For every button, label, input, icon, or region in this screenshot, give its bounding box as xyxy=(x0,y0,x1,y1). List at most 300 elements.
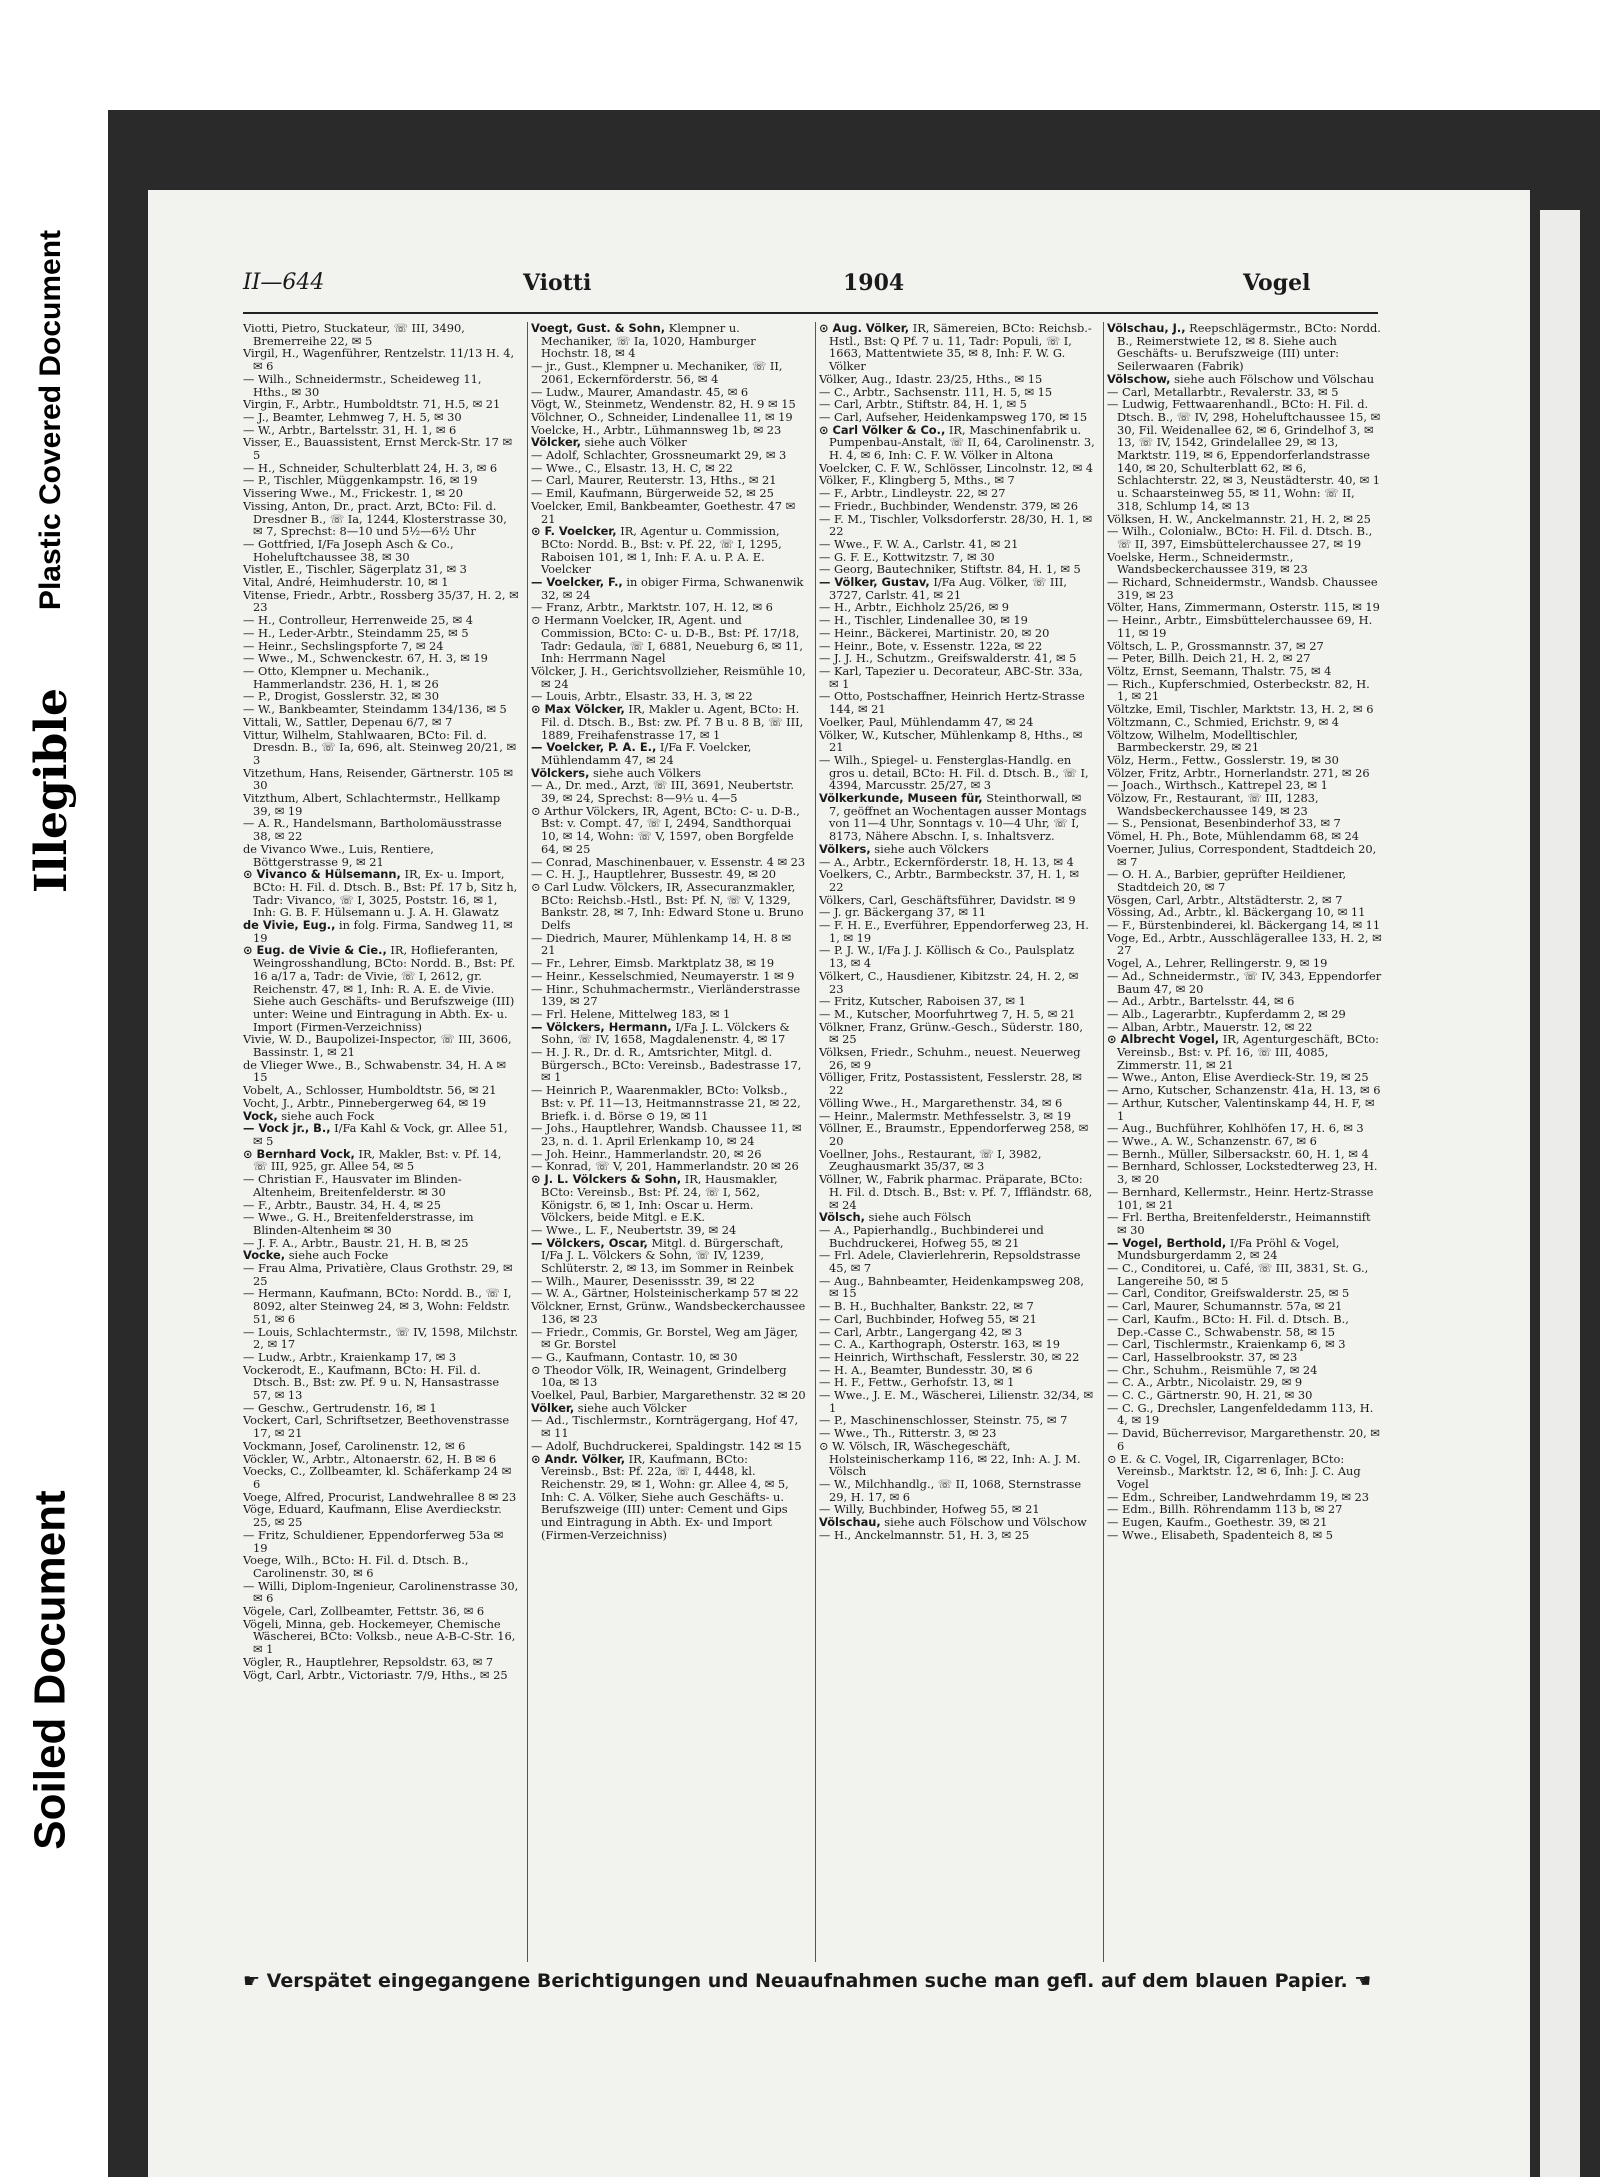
entry-text: — S., Pensionat, Besenbinderhof 33, ✉ 7 xyxy=(1107,816,1341,831)
entry-text: Vockerodt, E., Kaufmann, BCto: H. Fil. d. Dtsch. B., Bst: zw. Pf. 9 u. N, Hansastrasse 57, ✉ 13 xyxy=(243,1362,500,1403)
directory-entry xyxy=(1107,1097,1383,1122)
directory-entry xyxy=(531,1122,807,1147)
entry-text: — Fr., Lehrer, Eimsb. Marktplatz 38, ✉ 19 xyxy=(531,956,775,971)
entry-text: IR, Sämereien, BCto: Reichsb.-Hstl., Bst: Q Pf. 7 u. 11, Tadr: Populi, ☏ I, 1663, Mattentwiete 35, ✉ 8, Inh: F. W. G. Völker xyxy=(829,322,1092,374)
entry-text: — Georg, Bautechniker, Stiftstr. 84, H. 1, ✉ 5 xyxy=(819,562,1081,577)
entry-text: Völker, Aug., Idastr. 23/25, Hths., ✉ 15 xyxy=(819,371,1043,386)
directory-entry xyxy=(1107,1237,1383,1262)
entry-text: Voege, Alfred, Procurist, Landwehrallee 8 ✉ 23 xyxy=(243,1489,517,1504)
directory-entry xyxy=(1107,868,1383,893)
entry-text: Voege, Wilh., BCto: H. Fil. d. Dtsch. B., Carolinenstr. 30, ✉ 6 xyxy=(243,1553,469,1580)
directory-entry xyxy=(819,424,1095,462)
entry-text: Vital, André, Heimhuderstr. 10, ✉ 1 xyxy=(243,575,449,590)
entry-text: — Peter, Billh. Deich 21, H. 2, ✉ 27 xyxy=(1107,651,1311,666)
entry-text: — H., Controlleur, Herrenweide 25, ✉ 4 xyxy=(243,613,473,628)
entry-text: — Bernhard, Schlosser, Lockstedterweg 23, H. 3, ✉ 20 xyxy=(1107,1159,1378,1187)
entry-text: — W. A., Gärtner, Holsteinischerkamp 57 ✉ 22 xyxy=(531,1286,799,1301)
directory-entry xyxy=(1107,322,1383,373)
entry-text: ⊙ Hermann Voelcker, IR, Agent. und Commission, BCto: C- u. D-B., Bst: Pf. 17/18, Tadr: Gedaula, ☏ I, 6881, Neueburg 6, ✉ 11, Inh: Herrmann Nagel xyxy=(531,613,804,666)
entry-text: — Wilh., Colonialw., BCto: H. Fil. d. Dtsch. B., ☏ II, 397, Eimsbüttelerchaussee 27, ✉ 19 xyxy=(1107,524,1373,551)
entry-text: — Ad., Arbtr., Bartelsstr. 44, ✉ 6 xyxy=(1107,994,1295,1009)
entry-text: — Heinr., Sechslingspforte 7, ✉ 24 xyxy=(243,638,444,653)
entry-text: I/Fa Aug. Völker, ☏ III, 3727, Carlstr. 41, ✉ 21 xyxy=(829,575,1068,602)
page-header xyxy=(243,270,1378,310)
directory-entry xyxy=(531,1173,807,1224)
entry-text: — Wwe., J. E. M., Wäscherei, Lilienstr. 32/34, ✉ 1 xyxy=(819,1388,1093,1415)
entry-text: Vittur, Wilhelm, Stahlwaaren, BCto: Fil. d. Dresdn. B., ☏ Ia, 696, alt. Steinweg 20/21, ✉ 3 xyxy=(243,727,517,767)
entry-text: — Hermann, Kaufmann, BCto: Nordd. B., ☏ I, 8092, alter Steinweg 24, ✉ 3, Wohn: Feldstr. 51, ✉ 6 xyxy=(243,1286,512,1326)
entry-text: — Ludw., Arbtr., Kraienkamp 17, ✉ 3 xyxy=(243,1349,457,1364)
directory-entry xyxy=(1107,792,1383,817)
directory-entry xyxy=(531,703,807,741)
entry-text: — C. G., Drechsler, Langenfeldedamm 113, H. 4, ✉ 19 xyxy=(1107,1400,1374,1428)
entry-text: — Edm., Billh. Röhrendamm 113 b, ✉ 27 xyxy=(1107,1502,1343,1517)
directory-entry xyxy=(243,1148,519,1173)
directory-entry xyxy=(243,817,519,842)
entry-text: Völter, Hans, Zimmermann, Osterstr. 115, ✉ 19 xyxy=(1107,600,1380,615)
entry-text: — Wilh., Spiegel- u. Fensterglas-Handlg. en gros u. detail, BCto: H. Fil. d. Dtsch. B., ☏ I, 4394, Marcusstr. 25/27, ✉ 3 xyxy=(819,752,1089,793)
directory-entry xyxy=(1107,1313,1383,1338)
entry-text: — J., Beamter, Lehmweg 7, H. 5, ✉ 30 xyxy=(243,409,462,424)
entry-text: Völtz, Ernst, Seemann, Thalstr. 75, ✉ 4 xyxy=(1107,663,1332,678)
entry-text: — Heinr., Arbtr., Eimsbüttelerchaussee 69, H. 11, ✉ 19 xyxy=(1107,613,1373,640)
entry-text: — Carl, Kaufm., BCto: H. Fil. d. Dtsch. B., Dep.-Casse C., Schwabenstr. 58, ✉ 15 xyxy=(1107,1311,1349,1339)
directory-entry xyxy=(1107,1529,1383,1542)
entry-text: — Rich., Kupferschmied, Osterbeckstr. 82, H. 1, ✉ 21 xyxy=(1107,676,1370,704)
directory-entry xyxy=(531,1364,807,1389)
directory-entry xyxy=(243,436,519,461)
side-label-soiled-text: Soiled Document xyxy=(26,1490,75,1850)
directory-entry xyxy=(531,1453,807,1542)
pointing-hand-icon: ☚ xyxy=(1347,1970,1372,1992)
entry-text: — Carl, Maurer, Reuterstr. 13, Hths., ✉ 21 xyxy=(531,473,777,488)
entry-text: ⊙ W. Völsch, IR, Wäschegeschäft, Holsteinischerkamp 116, ✉ 22, Inh: A. J. M. Völsch xyxy=(819,1438,1081,1479)
entry-text: — Frau Alma, Privatière, Claus Grothstr. 29, ✉ 25 xyxy=(243,1261,513,1288)
entry-text: — Willi, Diplom-Ingenieur, Carolinenstrasse 30, ✉ 6 xyxy=(243,1578,519,1606)
entry-text: I/Fa J. L. Völckers & Sohn, ☏ IV, 1658, Magdalenenstr. 4, ✉ 17 xyxy=(541,1019,790,1047)
directory-entry xyxy=(1107,398,1383,512)
entry-text: Vögt, W., Steinmetz, Wendenstr. 82, H. 9 ✉ 15 xyxy=(531,397,796,412)
side-label-soiled xyxy=(6,1390,96,1950)
entry-text: — Ludwig, Fettwaarenhandl., BCto: H. Fil. d. Dtsch. B., ☏ IV, 298, Hoheluftchaussee 15, ✉ 30, Fil. Weidenallee 62, ✉ 6, Grindelhof 3, ✉ 13, ☏ IV, 1542, Grindelallee 29, ✉ 13, Marktstr. 119, ✉ 6, Eppendorferlandstrasse 140, ✉ 20, Schulterblatt 62, ✉ 6, Schlachterstr. 22, ✉ 3, Neustädterstr. 40, ✉ 1 u. Schaarsteinweg 55, ✉ 11, Wohn: ☏ II, 318, Schlump 14, ✉ 13 xyxy=(1107,397,1381,513)
directory-entry xyxy=(819,1173,1095,1211)
directory-entry xyxy=(819,729,1095,754)
entry-text: Völtzke, Emil, Tischler, Marktstr. 13, H. 2, ✉ 6 xyxy=(1107,702,1374,717)
entry-text: — Wwe., F. W. A., Carlstr. 41, ✉ 21 xyxy=(819,536,1019,551)
entry-text: Voerner, Julius, Correspondent, Stadtdeich 20, ✉ 7 xyxy=(1107,841,1377,869)
entry-text: Vockert, Carl, Schriftsetzer, Beethovenstrasse 17, ✉ 21 xyxy=(243,1413,510,1441)
entry-text: ⊙ Arthur Völckers, IR, Agent, BCto: C- u. D-B., Bst: v. Compt. 47, ☏ I, 2494, Sandthorquai 10, ✉ 14, Wohn: ☏ V, 1597, oben Borgfelde 64, ✉ 25 xyxy=(531,803,800,856)
entry-text: — Heinr., Malermstr. Methfesselstr. 3, ✉ 19 xyxy=(819,1108,1072,1123)
entry-heading: ⊙ Bernhard Vock, xyxy=(243,1146,355,1161)
entry-text: Voelker, Paul, Mühlendamm 47, ✉ 24 xyxy=(819,714,1034,729)
entry-text: — Carl, Arbtr., Stiftstr. 84, H. 1, ✉ 5 xyxy=(819,397,1027,412)
entry-text: — A., Papierhandlg., Buchbinderei und Buchdruckerei, Hofweg 55, ✉ 21 xyxy=(819,1222,1044,1250)
entry-text: — Geschw., Gertrudenstr. 16, ✉ 1 xyxy=(243,1400,437,1415)
entry-text: — Fritz, Schuldiener, Eppendorferweg 53a ✉ 19 xyxy=(243,1527,504,1555)
directory-entry xyxy=(819,1275,1095,1300)
entry-text: — Carl, Conditor, Greifswalderstr. 25, ✉ 5 xyxy=(1107,1286,1350,1301)
directory-entry xyxy=(1107,1402,1383,1427)
entry-text: — Arno, Kutscher, Schanzenstr. 41a, H. 13, ✉ 6 xyxy=(1107,1083,1381,1098)
directory-column-4 xyxy=(1107,322,1383,1962)
directory-entry xyxy=(243,500,519,538)
entry-text: — Friedr., Buchbinder, Wendenstr. 379, ✉ 26 xyxy=(819,498,1078,513)
entry-text: — Alban, Arbtr., Mauerstr. 12, ✉ 22 xyxy=(1107,1019,1313,1034)
footer-text: Verspätet eingegangene Berichtigungen und Neuaufnahmen suche man gefl. auf dem blauen Papier. xyxy=(266,1970,1348,1992)
side-label-illegible-text: Illegible xyxy=(25,687,77,893)
entry-text: — Ad., Tischlermstr., Kornträgergang, Hof 47, ✉ 11 xyxy=(531,1413,799,1441)
entry-text: — Wilh., Maurer, Desenissstr. 39, ✉ 22 xyxy=(531,1273,755,1288)
entry-text: — Frl. Bertha, Breitenfelderstr., Heimannstift ✉ 30 xyxy=(1107,1210,1371,1237)
entry-text: IR, Hoflieferanten, Weingrosshandlung, BCto: Nordd. B., Bst: Pf. 16 a/17 a, Tadr: de Vivie, ☏ I, 2612, gr. Reichenstr. 47, ✉ 1, Inh: R. A. E. de Vivie. Siehe auch Geschäfts- und Berufszweige (III) unter: Weine und Eintragung in Abth. Ex- u. Import (Firmen-Verzeichniss) xyxy=(253,943,516,1034)
entry-text: Mitgl. d. Bürgerschaft, I/Fa J. L. Völckers & Sohn, ☏ IV, 1239, Schlüterstr. 2, ✉ 13, im Sommer in Reinbek xyxy=(541,1235,794,1276)
entry-text: — H., Anckelmannstr. 51, H. 3, ✉ 25 xyxy=(819,1527,1030,1542)
entry-text: — W., Bankbeamter, Steindamm 134/136, ✉ 5 xyxy=(243,702,507,717)
directory-entry xyxy=(819,754,1095,792)
entry-text: Reepschlägermstr., BCto: Nordd. B., Reimerstwiete 12, ✉ 8. Siehe auch Geschäfts- u. Berufszweige (III) unter: Seilerwaaren (Fabrik) xyxy=(1117,322,1381,374)
entry-text: Voelkers, C., Arbtr., Barmbeckstr. 37, H. 1, ✉ 22 xyxy=(819,867,1079,894)
entry-text: — Ad., Schneidermstr., ☏ IV, 343, Eppendorfer Baum 47, ✉ 20 xyxy=(1107,968,1382,996)
side-label-plastic xyxy=(6,230,96,610)
entry-text: siehe auch Fock xyxy=(277,1108,375,1123)
entry-text: Vittali, W., Sattler, Depenau 6/7, ✉ 7 xyxy=(243,714,453,729)
entry-text: — Adolf, Schlachter, Grossneumarkt 29, ✉ 3 xyxy=(531,448,787,463)
directory-entry xyxy=(819,513,1095,538)
entry-text: — Heinr., Bote, v. Essenstr. 122a, ✉ 22 xyxy=(819,638,1043,653)
side-label-plastic-text: Plastic Covered Document xyxy=(34,229,67,611)
directory-entry xyxy=(531,665,807,690)
entry-text: Vitzthum, Albert, Schlachtermstr., Hellkamp 39, ✉ 19 xyxy=(243,791,501,818)
entry-heading: ⊙ Vivanco & Hülsemann, xyxy=(243,867,401,882)
entry-heading: ⊙ Andr. Völker, xyxy=(531,1451,626,1466)
entry-text: Vömel, H. Ph., Bote, Mühlendamm 68, ✉ 24 xyxy=(1107,829,1360,844)
entry-text: — M., Kutscher, Moorfuhrtweg 7, H. 5, ✉ 21 xyxy=(819,1006,1076,1021)
directory-entry xyxy=(243,373,519,398)
entry-text: Virgin, F., Arbtr., Humboldtstr. 71, H.5, ✉ 21 xyxy=(243,397,501,412)
entry-text: — Carl, Tischlermstr., Kraienkamp 6, ✉ 3 xyxy=(1107,1337,1346,1352)
header-right-word: Vogel xyxy=(1243,270,1311,296)
entry-text: Völz, Herm., Fettw., Gosslerstr. 19, ✉ 30 xyxy=(1107,752,1339,767)
entry-text: — Franz, Arbtr., Marktstr. 107, H. 12, ✉ 6 xyxy=(531,600,773,615)
directory-entry xyxy=(531,360,807,385)
entry-text: — Bernhard, Kellermstr., Heinr. Hertz-Strasse 101, ✉ 21 xyxy=(1107,1184,1374,1212)
side-label-illegible xyxy=(6,620,96,960)
page-number: II—644 xyxy=(243,270,325,295)
pointing-hand-icon: ☛ xyxy=(243,1970,267,1992)
directory-entry xyxy=(531,1414,807,1439)
entry-text: — Otto, Klempner u. Mechanik., Hammerlandstr. 236, H. 1, ✉ 26 xyxy=(243,663,439,691)
directory-entry xyxy=(243,1326,519,1351)
entry-text: Völcker, J. H., Gerichtsvollzieher, Reismühle 10, ✉ 24 xyxy=(531,663,806,691)
directory-entry xyxy=(531,1300,807,1325)
next-page-edge xyxy=(1540,210,1580,2177)
entry-text: Völksen, Friedr., Schuhm., neuest. Neuerweg 26, ✉ 9 xyxy=(819,1045,1081,1072)
entry-text: — F., Arbtr., Baustr. 34, H. 4, ✉ 25 xyxy=(243,1197,442,1212)
directory-entry xyxy=(1107,576,1383,601)
entry-text: — Carl, Buchbinder, Hofweg 55, ✉ 21 xyxy=(819,1311,1037,1326)
entry-text: — Heinrich, Wirthschaft, Fesslerstr. 30, ✉ 22 xyxy=(819,1349,1080,1364)
entry-text: Vockmann, Josef, Carolinenstr. 12, ✉ 6 xyxy=(243,1438,466,1453)
entry-text: Völckner, Ernst, Grünw., Wandsbeckerchaussee 136, ✉ 23 xyxy=(531,1299,806,1326)
entry-text: Völlner, W., Fabrik pharmac. Präparate, BCto: H. Fil. d. Dtsch. B., Bst: v. Pf. 7, Iffländstr. 68, ✉ 24 xyxy=(819,1172,1093,1212)
entry-heading: ⊙ Aug. Völker, xyxy=(819,322,910,335)
entry-text: ⊙ Theodor Völk, IR, Weinagent, Grindelberg 10a, ✉ 13 xyxy=(531,1362,787,1390)
entry-text: Völtsch, L. P., Grossmannstr. 37, ✉ 27 xyxy=(1107,638,1324,653)
entry-text: Völlner, E., Braumstr., Eppendorferweg 258, ✉ 20 xyxy=(819,1121,1089,1148)
entry-heading: — Völckers, Hermann, xyxy=(531,1019,672,1034)
entry-text: — Adolf, Buchdruckerei, Spaldingstr. 142 ✉ 15 xyxy=(531,1438,802,1453)
entry-text: — Ludw., Maurer, Amandastr. 45, ✉ 6 xyxy=(531,384,749,399)
entry-text: Voelcker, Emil, Bankbeamter, Goethestr. 47 ✉ 21 xyxy=(531,498,796,526)
entry-text: I/Fa Pröhl & Vogel, Mundsburgerdamm 2, ✉ 24 xyxy=(1117,1235,1340,1263)
entry-text: Vissering Wwe., M., Frickestr. 1, ✉ 20 xyxy=(243,486,464,501)
footer-notice xyxy=(243,1970,1378,1992)
entry-text: Vissing, Anton, Dr., pract. Arzt, BCto: Fil. d. Dresdner B., ☏ Ia, 1244, Klosterstrasse 30, ✉ 7, Sprechst: 8—10 und 5½—6½ Uhr xyxy=(243,498,507,539)
entry-text: — J. gr. Bäckergang 37, ✉ 11 xyxy=(819,905,987,920)
entry-heading: — Voelcker, P. A. E., xyxy=(531,740,657,755)
directory-entry xyxy=(819,690,1095,715)
entry-text: Völchner, O., Schneider, Lindenallee 11, ✉ 19 xyxy=(531,409,793,424)
entry-text: siehe auch Fölschow und Völschow xyxy=(880,1515,1087,1530)
directory-entry xyxy=(819,970,1095,995)
entry-text: siehe auch Völckers xyxy=(870,841,989,856)
directory-entry xyxy=(243,1414,519,1439)
directory-entry xyxy=(531,1084,807,1122)
directory-entry xyxy=(531,576,807,601)
entry-text: ⊙ Carl Ludw. Völckers, IR, Assecuranzmakler, BCto: Reichsb.-Hstl., Bst: Pf. N, ☏ V, 1329, Bankstr. 28, ✉ 7, Inh: Edward Stone u. Bruno Delfs xyxy=(531,879,804,933)
directory-entry xyxy=(243,1173,519,1198)
directory-entry xyxy=(243,843,519,868)
entry-text: Visser, E., Bauassistent, Ernst Merck-Str. 17 ✉ 5 xyxy=(243,435,513,463)
directory-entry xyxy=(243,1580,519,1605)
directory-entry xyxy=(1107,1453,1383,1491)
directory-entry xyxy=(1107,932,1383,957)
entry-text: — Heinrich P., Waarenmakler, BCto: Volksb., Bst: v. Pf. 11—13, Heitmannstrasse 21, ✉ 22, Briefk. i. d. Börse ⊙ 19, ✉ 11 xyxy=(531,1083,801,1123)
entry-text: siehe auch Fölschow und Völschau xyxy=(1170,371,1375,386)
entry-text: Voellner, Johs., Restaurant, ☏ I, 3982, Zeughausmarkt 35/37, ✉ 3 xyxy=(819,1146,1042,1174)
entry-text: — H., Leder-Arbtr., Steindamm 25, ✉ 5 xyxy=(243,625,469,640)
directory-entry xyxy=(1107,1211,1383,1236)
entry-text: — C. A., Arbtr., Nicolaistr. 29, ✉ 9 xyxy=(1107,1375,1303,1390)
directory-entry xyxy=(819,665,1095,690)
entry-text: — Arthur, Kutscher, Valentinskamp 44, H. F, ✉ 1 xyxy=(1107,1095,1375,1123)
entry-text: — F., Arbtr., Lindleystr. 22, ✉ 27 xyxy=(819,486,1006,501)
directory-entry xyxy=(819,1529,1095,1542)
entry-text: — jr., Gust., Klempner u. Mechaniker, ☏ II, 2061, Eckernförderstr. 56, ✉ 4 xyxy=(531,359,783,386)
entry-text: Vocht, J., Arbtr., Pinnebergerweg 64, ✉ 19 xyxy=(243,1095,487,1110)
entry-text: — Wwe., G. H., Breitenfelderstrasse, im Blinden-Altenheim ✉ 30 xyxy=(243,1210,474,1237)
entry-text: — Carl, Maurer, Schumannstr. 57a, ✉ 21 xyxy=(1107,1299,1343,1314)
directory-entry xyxy=(243,944,519,1033)
entry-text: in folg. Firma, Sandweg 11, ✉ 19 xyxy=(253,918,513,945)
directory-entry xyxy=(1107,551,1383,576)
entry-text: Vösgen, Carl, Arbtr., Altstädterstr. 2, ✉ 7 xyxy=(1107,892,1343,907)
directory-entry xyxy=(243,1211,519,1236)
entry-text: Voelske, Herm., Schneidermstr., Wandsbeckerchaussee 319, ✉ 23 xyxy=(1107,549,1308,577)
entry-text: Vistler, E., Tischler, Sägerplatz 31, ✉ 3 xyxy=(243,562,467,577)
directory-entry xyxy=(243,538,519,563)
directory-entry xyxy=(243,1669,519,1682)
entry-text: — Gottfried, I/Fa Joseph Asch & Co., Hoheluftchaussee 38, ✉ 30 xyxy=(243,536,454,564)
directory-entry xyxy=(1107,1033,1383,1071)
entry-text: — Louis, Arbtr., Elsastr. 33, H. 3, ✉ 22 xyxy=(531,689,753,704)
directory-entry xyxy=(531,614,807,665)
entry-text: — G., Kaufmann, Contastr. 10, ✉ 30 xyxy=(531,1349,738,1364)
directory-entry xyxy=(531,881,807,932)
entry-text: — P., Drogist, Gosslerstr. 32, ✉ 30 xyxy=(243,689,439,704)
directory-entry xyxy=(819,1046,1095,1071)
directory-entry xyxy=(243,1364,519,1402)
entry-text: Voecks, C., Zollbeamter, kl. Schäferkamp 24 ✉ 6 xyxy=(243,1464,512,1491)
directory-entry xyxy=(1107,1427,1383,1452)
directory-entry xyxy=(243,1554,519,1579)
entry-text: Völkert, C., Hausdiener, Kibitzstr. 24, H. 2, ✉ 23 xyxy=(819,968,1079,996)
entry-text: — Johs., Hauptlehrer, Wandsb. Chaussee 11, ✉ 23, n. d. 1. April Erlenkamp 10, ✉ 24 xyxy=(531,1121,802,1148)
entry-text: — Edm., Schreiber, Landwehrdamm 19, ✉ 23 xyxy=(1107,1489,1370,1504)
entry-text: — W., Milchhandlg., ☏ II, 1068, Sternstrasse 29, H. 17, ✉ 6 xyxy=(819,1476,1082,1504)
directory-entry xyxy=(243,1618,519,1656)
directory-entry xyxy=(1107,843,1383,868)
directory-column-3 xyxy=(819,322,1095,1962)
directory-entry xyxy=(243,868,519,919)
entry-heading: — Voelcker, F., xyxy=(531,575,623,590)
entry-text: — J. F. A., Arbtr., Baustr. 21, H. B, ✉ 25 xyxy=(243,1235,469,1250)
entry-heading: ⊙ Eug. de Vivie & Cie., xyxy=(243,943,387,958)
entry-text: — Conrad, Maschinenbauer, v. Essenstr. 4 ✉ 23 xyxy=(531,854,806,869)
entry-text: — Eugen, Kaufm., Goethestr. 39, ✉ 21 xyxy=(1107,1515,1328,1530)
entry-text: Vössing, Ad., Arbtr., kl. Bäckergang 10, ✉ 11 xyxy=(1107,905,1366,920)
entry-text: Vöge, Eduard, Kaufmann, Elise Averdieckstr. 25, ✉ 25 xyxy=(243,1502,502,1530)
entry-text: — H. F., Fettw., Gerhofstr. 13, ✉ 1 xyxy=(819,1375,1015,1390)
directory-entry xyxy=(819,1021,1095,1046)
entry-text: Völker, W., Kutscher, Mühlenkamp 8, Hths., ✉ 21 xyxy=(819,727,1083,755)
directory-entry xyxy=(531,1046,807,1084)
entry-text: Völliger, Fritz, Postassistent, Fesslerstr. 28, ✉ 22 xyxy=(819,1070,1082,1098)
entry-text: — Fritz, Kutscher, Raboisen 37, ✉ 1 xyxy=(819,994,1026,1009)
directory-entry xyxy=(819,1224,1095,1249)
entry-text: Viotti, Pietro, Stuckateur, ☏ III, 3490, Bremerreihe 22, ✉ 5 xyxy=(243,322,465,348)
directory-entry xyxy=(243,1122,519,1147)
entry-text: — Wwe., M., Schwenckestr. 67, H. 3, ✉ 19 xyxy=(243,651,488,666)
entry-text: Vögt, Carl, Arbtr., Victoriastr. 7/9, Hths., ✉ 25 xyxy=(243,1667,508,1682)
entry-text: — F. H. E., Everführer, Eppendorferweg 23, H. 1, ✉ 19 xyxy=(819,918,1089,945)
directory-entry xyxy=(243,1262,519,1287)
entry-text: Vöckler, W., Arbtr., Altonaerstr. 62, H. B ✉ 6 xyxy=(243,1451,497,1466)
directory-entry xyxy=(243,322,519,347)
directory-entry xyxy=(1107,729,1383,754)
directory-entry xyxy=(531,779,807,804)
entry-text: I/Fa Kahl & Vock, gr. Allee 51, ✉ 5 xyxy=(253,1121,508,1148)
directory-entry xyxy=(243,792,519,817)
entry-heading: — Völckers, Oscar, xyxy=(531,1235,648,1250)
entry-heading: Völschau, xyxy=(819,1515,881,1530)
directory-entry xyxy=(1107,678,1383,703)
entry-text: IR, Maschinenfabrik u. Pumpenbau-Anstalt, ☏ II, 64, Carolinenstr. 3, H. 4, ✉ 6, Inh: C. F. W. Völker in Altona xyxy=(829,422,1095,463)
entry-text: — J. J. H., Schutzm., Greifswalderstr. 41, ✉ 5 xyxy=(819,651,1077,666)
entry-text: — F., Bürstenbinderei, kl. Bäckergang 14, ✉ 11 xyxy=(1107,918,1381,933)
entry-heading: ⊙ Albrecht Vogel, xyxy=(1107,1032,1220,1047)
entry-text: Vogel, A., Lehrer, Rellingerstr. 9, ✉ 19 xyxy=(1107,956,1328,971)
directory-entry xyxy=(1107,614,1383,639)
entry-text: — A. R., Handelsmann, Bartholomäusstrasse 38, ✉ 22 xyxy=(243,816,502,844)
entry-text: — Wwe., Th., Ritterstr. 3, ✉ 23 xyxy=(819,1426,997,1441)
entry-text: siehe auch Focke xyxy=(285,1248,389,1263)
entry-text: — Wwe., Anton, Elise Averdieck-Str. 19, ✉ 25 xyxy=(1107,1070,1369,1085)
entry-text: — Frl. Helene, Mittelweg 183, ✉ 1 xyxy=(531,1006,731,1021)
directory-entry xyxy=(243,1503,519,1528)
entry-text: — H., Schneider, Schulterblatt 24, H. 3, ✉ 6 xyxy=(243,460,498,475)
directory-entry xyxy=(819,868,1095,893)
directory-column-2 xyxy=(531,322,807,1962)
entry-heading: ⊙ Carl Völker & Co., xyxy=(819,422,946,437)
entry-text: Klempner u. Mechaniker, ☏ Ia, 1020, Hamburger Hochstr. 18, ✉ 4 xyxy=(541,322,756,361)
directory-entry xyxy=(819,1249,1095,1274)
column-divider xyxy=(815,322,816,1962)
entry-heading: Völschow, xyxy=(1107,371,1171,386)
entry-text: Voelcker, C. F. W., Schlösser, Lincolnstr. 12, ✉ 4 xyxy=(819,460,1094,475)
directory-entry xyxy=(243,1465,519,1490)
entry-text: IR, Kaufmann, BCto: Vereinsb., Bst: Pf. 22a, ☏ I, 4448, kl. Reichenstr. 29, ✉ 1, Wohn: gr. Allee 4, ✉ 5, Inh: C. A. Völker, Siehe auch Geschäfts- u. Berufszweige (III) unter: Cement und Gips und Eintragung in Abth. Ex- und Import (Firmen-Verzeichniss) xyxy=(541,1451,789,1542)
entry-heading: ⊙ Max Völcker, xyxy=(531,702,625,717)
directory-entry xyxy=(243,1033,519,1058)
entry-text: Völkner, Franz, Grünw.-Gesch., Süderstr. 180, ✉ 25 xyxy=(819,1019,1083,1047)
entry-heading: Völcker, xyxy=(531,435,581,450)
entry-text: Völker, F., Klingberg 5, Mths., ✉ 7 xyxy=(819,473,1015,488)
directory-entry xyxy=(243,729,519,767)
entry-text: Völzer, Fritz, Arbtr., Hornerlandstr. 271, ✉ 26 xyxy=(1107,765,1370,780)
entry-text: — C. C., Gärtnerstr. 90, H. 21, ✉ 30 xyxy=(1107,1388,1313,1403)
directory-entry xyxy=(243,1059,519,1084)
entry-text: — Carl, Arbtr., Langergang 42, ✉ 3 xyxy=(819,1324,1023,1339)
entry-text: Vögler, R., Hauptlehrer, Repsoldstr. 63, ✉ 7 xyxy=(243,1654,494,1669)
entry-heading: Vocke, xyxy=(243,1248,286,1263)
entry-text: IR, Agentur u. Commission, BCto: Nordd. B., Bst: v. Pf. 22, ☏ I, 1295, Raboisen 101, ✉ 1, Inh: F. A. u. P. A. E. Voelcker xyxy=(541,524,782,577)
entry-text: Virgil, H., Wagenführer, Rentzelstr. 11/13 H. 4, ✉ 6 xyxy=(243,346,515,374)
directory-entry xyxy=(531,805,807,856)
entry-text: — H., Tischler, Lindenallee 30, ✉ 19 xyxy=(819,613,1028,628)
directory-entry xyxy=(531,525,807,576)
entry-text: Völtzmann, C., Schmied, Erichstr. 9, ✉ 4 xyxy=(1107,714,1340,729)
entry-heading: Völschau, J., xyxy=(1107,322,1186,335)
directory-entry xyxy=(531,1021,807,1046)
entry-text: — Karl, Tapezier u. Decorateur, ABC-Str. 33a, ✉ 1 xyxy=(819,663,1083,691)
entry-text: — C., Arbtr., Sachsenstr. 111, H. 5, ✉ 15 xyxy=(819,384,1053,399)
entry-text: Voge, Ed., Arbtr., Ausschlägerallee 133, H. 2, ✉ 27 xyxy=(1107,930,1382,958)
entry-heading: ⊙ J. L. Völckers & Sohn, xyxy=(531,1172,682,1187)
entry-text: — Chr., Schuhm., Reismühle 7, ✉ 24 xyxy=(1107,1362,1318,1377)
entry-text: — Wwe., Elisabeth, Spadenteich 8, ✉ 5 xyxy=(1107,1527,1333,1542)
entry-heading: — Vogel, Berthold, xyxy=(1107,1235,1227,1250)
entry-text: — O. H. A., Barbier, geprüfter Heildiener, Stadtdeich 20, ✉ 7 xyxy=(1107,867,1347,894)
directory-entry xyxy=(531,741,807,766)
directory-entry xyxy=(243,1287,519,1325)
entry-text: — Otto, Postschaffner, Heinrich Hertz-Strasse 144, ✉ 21 xyxy=(819,689,1085,717)
entry-heading: Völker, xyxy=(531,1400,575,1415)
entry-heading: Völckers, xyxy=(531,765,590,780)
entry-heading: — Vock jr., B., xyxy=(243,1121,331,1136)
entry-text: — Joh. Heinr., Hammerlandstr. 20, ✉ 26 xyxy=(531,1146,762,1161)
entry-text: — F. M., Tischler, Volksdorferstr. 28/30, H. 1, ✉ 22 xyxy=(819,511,1093,539)
entry-heading: — Völker, Gustav, xyxy=(819,575,930,590)
entry-text: — Heinr., Kesselschmied, Neumayerstr. 1 ✉ 9 xyxy=(531,968,795,983)
entry-text: Völkers, Carl, Geschäftsführer, Davidstr. ✉ 9 xyxy=(819,892,1076,907)
directory-entry xyxy=(531,1326,807,1351)
entry-text: — P., Tischler, Müggenkampstr. 16, ✉ 19 xyxy=(243,473,478,488)
directory-entry xyxy=(819,792,1095,843)
directory-entry xyxy=(819,1478,1095,1503)
header-left-word: Viotti xyxy=(523,270,592,296)
